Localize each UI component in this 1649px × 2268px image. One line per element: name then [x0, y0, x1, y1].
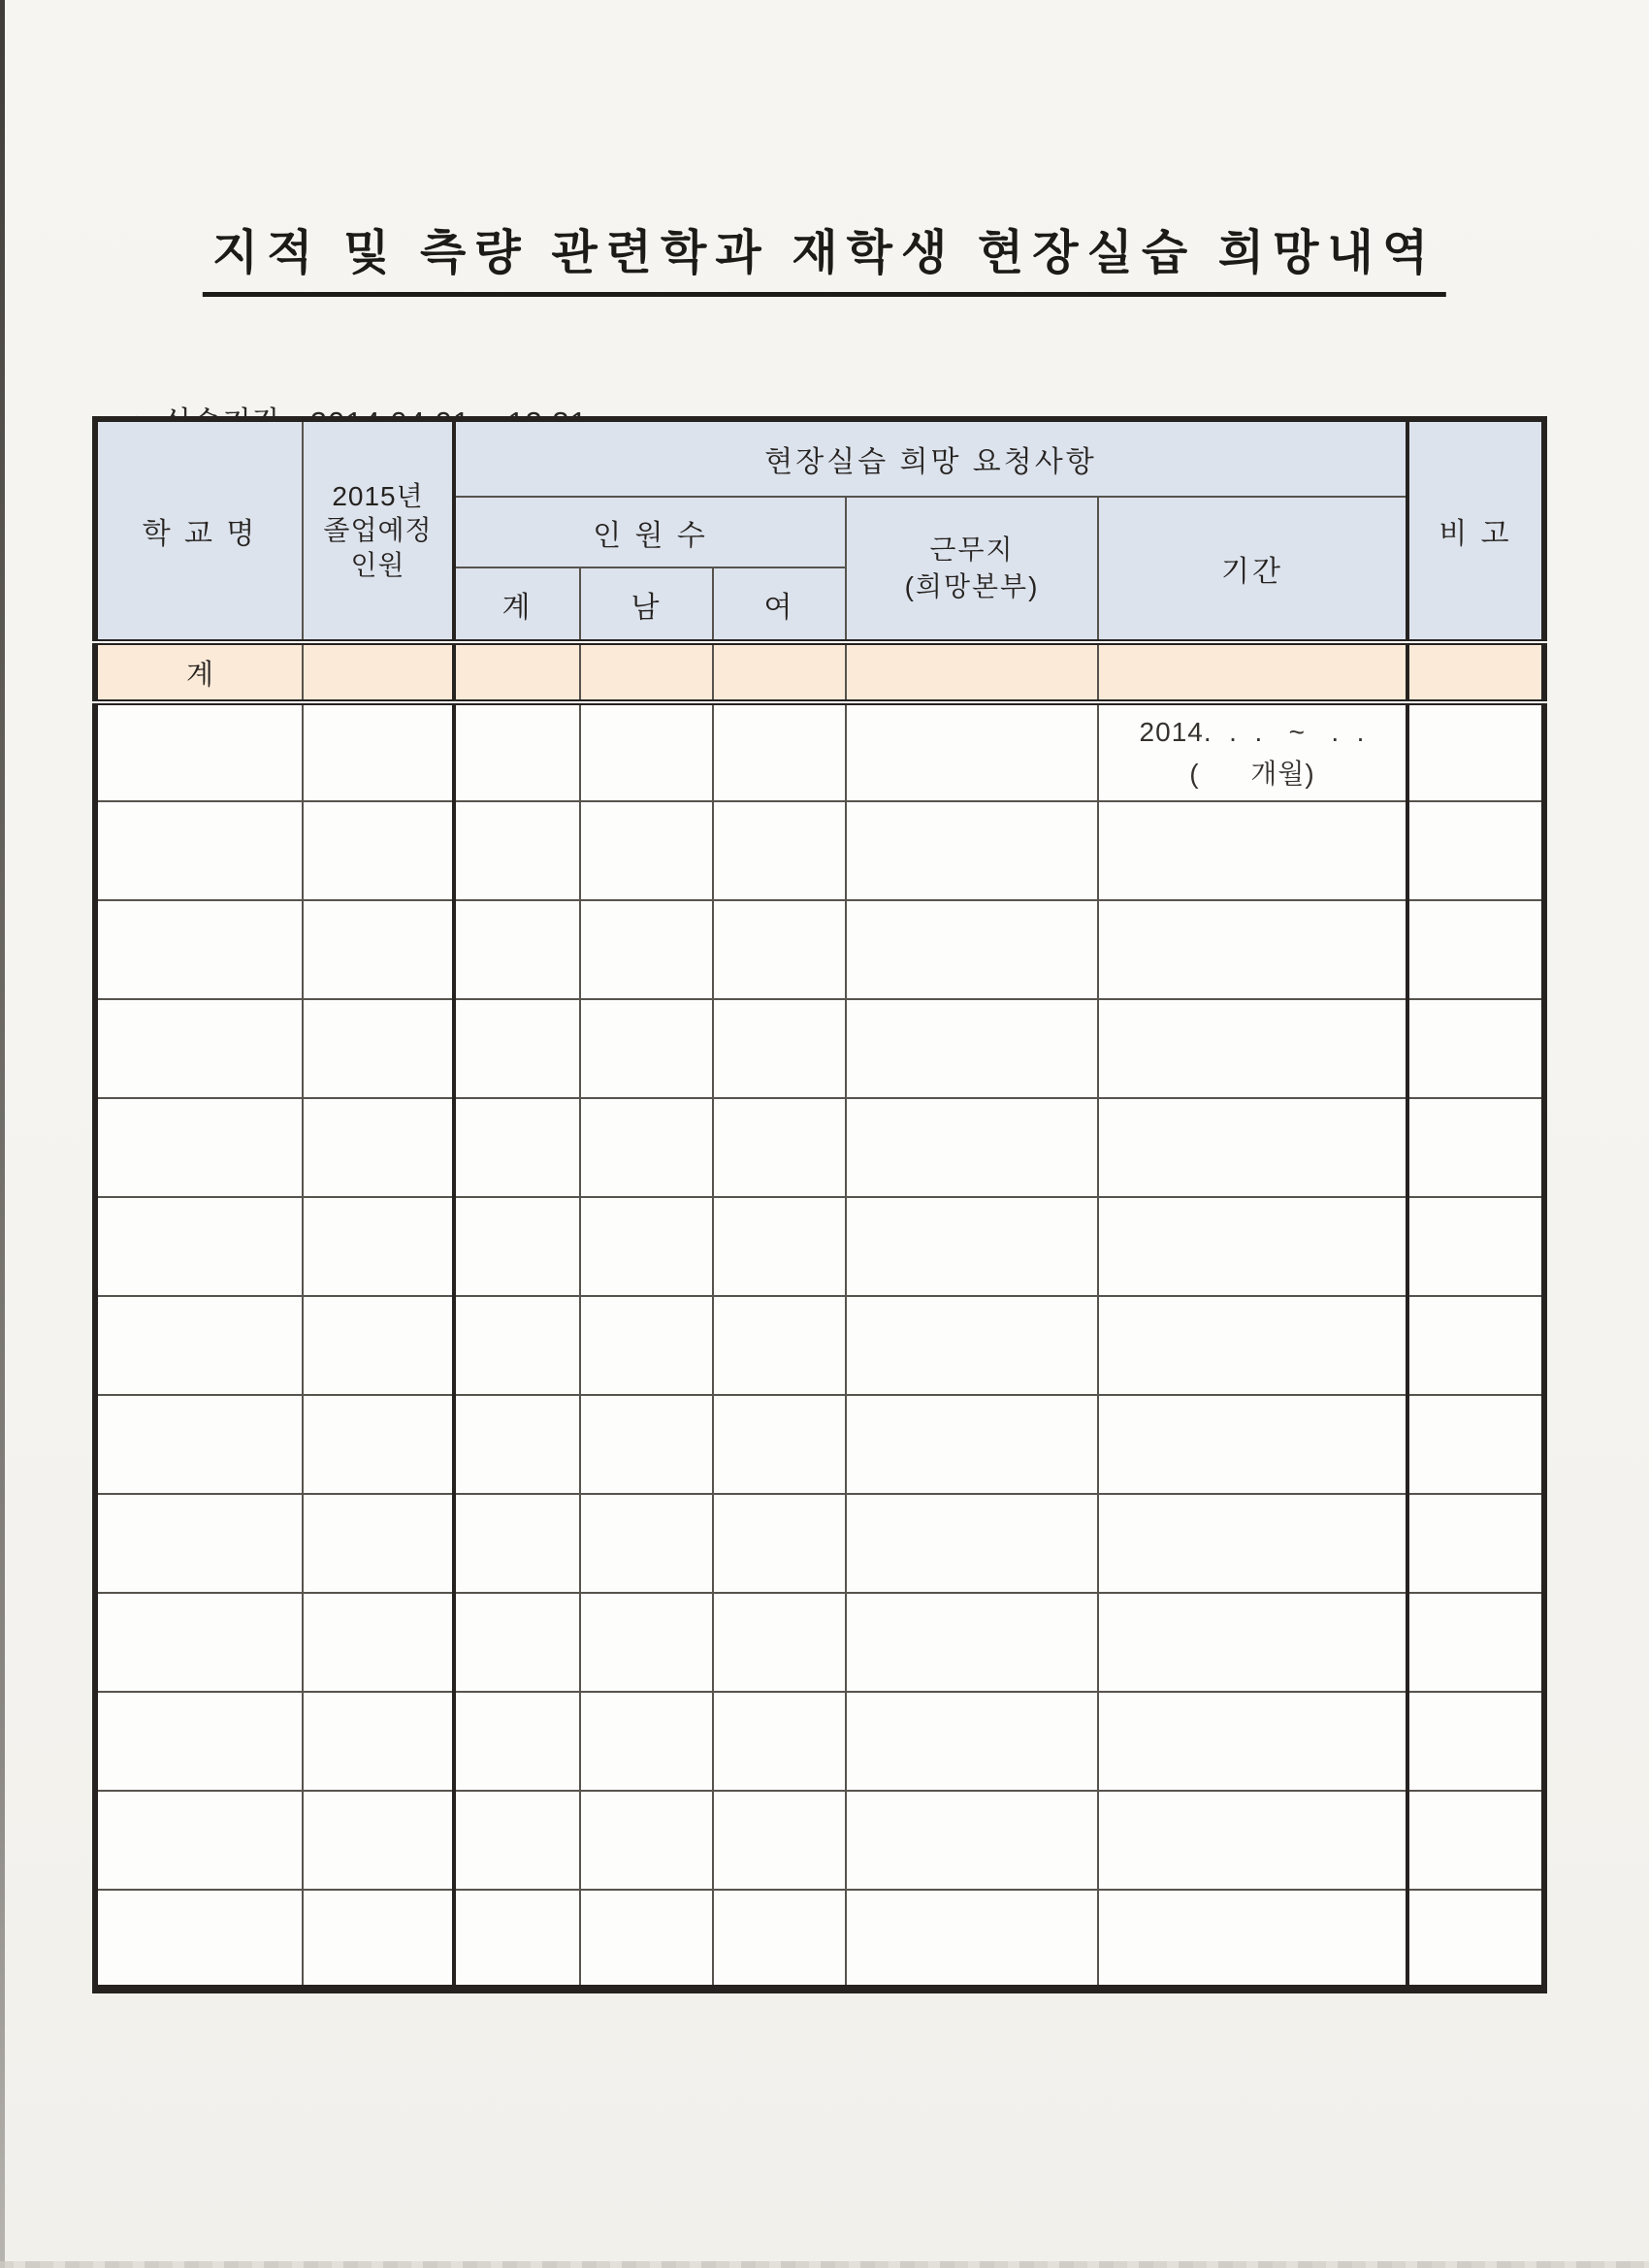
- table-cell: [303, 801, 454, 900]
- table-cell: [846, 702, 1098, 801]
- table-cell: [1407, 1692, 1544, 1791]
- table-row: [95, 1890, 1544, 1989]
- table-cell: [95, 1395, 303, 1494]
- table-row: [95, 999, 1544, 1098]
- table-cell: [1407, 801, 1544, 900]
- table-cell: [846, 900, 1098, 999]
- total-row-cell: [1407, 642, 1544, 702]
- table-cell: [580, 1593, 713, 1692]
- table-cell: [1098, 1791, 1407, 1890]
- col-header-female: 여: [713, 567, 846, 642]
- table-cell: [713, 1494, 846, 1593]
- total-row-cell: [303, 642, 454, 702]
- total-row-cell: [713, 642, 846, 702]
- table-row: [95, 1395, 1544, 1494]
- table-cell: [1407, 999, 1544, 1098]
- table-cell: [303, 1197, 454, 1296]
- table-cell: [580, 1890, 713, 1989]
- table-cell: [95, 1494, 303, 1593]
- period-template-cell: [1098, 702, 1407, 801]
- col-header-remarks: 비 고: [1407, 419, 1544, 642]
- col-header-grad-2015: [303, 419, 454, 642]
- table-cell: [846, 999, 1098, 1098]
- table-cell: [846, 801, 1098, 900]
- table-row: [95, 900, 1544, 999]
- table-cell: [580, 1791, 713, 1890]
- table-row: [95, 801, 1544, 900]
- period-template-line2: ( 개월): [1189, 759, 1315, 789]
- table-cell: [454, 900, 580, 999]
- table-cell: [580, 1098, 713, 1197]
- table-cell: [1407, 702, 1544, 801]
- table-cell: [95, 1890, 303, 1989]
- table-cell: [713, 1890, 846, 1989]
- table-cell: [1098, 1593, 1407, 1692]
- table-cell: [303, 1296, 454, 1395]
- table-row: [95, 1593, 1544, 1692]
- table-cell: [713, 999, 846, 1098]
- table-cell: [580, 900, 713, 999]
- table-cell: [1098, 1197, 1407, 1296]
- table-cell: [303, 1791, 454, 1890]
- table-cell: [580, 1296, 713, 1395]
- table-cell: [713, 1197, 846, 1296]
- scan-edge-bottom: [0, 2261, 1649, 2268]
- table-cell: [454, 801, 580, 900]
- col-header-request-group: 현장실습 희망 요청사항: [454, 419, 1407, 497]
- table-cell: [580, 1494, 713, 1593]
- table-cell: [846, 1890, 1098, 1989]
- table-cell: [95, 1692, 303, 1791]
- col-header-male: 남: [580, 567, 713, 642]
- workplace-line1: 근무지: [929, 535, 1015, 566]
- table-row: [95, 1098, 1544, 1197]
- table-cell: [846, 1692, 1098, 1791]
- period-template-line1: 2014. . . ~ . .: [1139, 716, 1366, 747]
- table-cell: [846, 1098, 1098, 1197]
- table-cell: [1407, 1296, 1544, 1395]
- total-row-cell: [846, 642, 1098, 702]
- table-cell: [454, 1395, 580, 1494]
- table-cell: [1407, 1395, 1544, 1494]
- table-cell: [95, 1593, 303, 1692]
- table-cell: [1098, 999, 1407, 1098]
- table-cell: [303, 1890, 454, 1989]
- table-cell: [846, 1494, 1098, 1593]
- table-cell: [303, 702, 454, 801]
- practice-request-table: [92, 416, 1547, 1993]
- table-cell: [1407, 1890, 1544, 1989]
- table-cell: [1407, 900, 1544, 999]
- table-cell: [580, 1692, 713, 1791]
- table-row: [95, 1692, 1544, 1791]
- table-cell: [1407, 1197, 1544, 1296]
- table-cell: [713, 801, 846, 900]
- table-cell: [1098, 801, 1407, 900]
- table-cell: [1098, 900, 1407, 999]
- table-cell: [846, 1791, 1098, 1890]
- table-cell: [1407, 1791, 1544, 1890]
- table-row: [95, 1296, 1544, 1395]
- total-row-cell: [580, 642, 713, 702]
- table-cell: [580, 1197, 713, 1296]
- table-cell: [454, 1494, 580, 1593]
- table-cell: [454, 1098, 580, 1197]
- table-cell: [454, 1791, 580, 1890]
- col-header-workplace: [846, 497, 1098, 642]
- table-cell: [1098, 1494, 1407, 1593]
- table-cell: [303, 1494, 454, 1593]
- table-cell: [95, 1296, 303, 1395]
- table-cell: [713, 1296, 846, 1395]
- table-cell: [303, 1593, 454, 1692]
- table-cell: [454, 1593, 580, 1692]
- table-cell: [303, 900, 454, 999]
- table-cell: [580, 801, 713, 900]
- grad-2015-line3: 인원: [350, 549, 405, 580]
- table-cell: [713, 1791, 846, 1890]
- table-cell: [713, 1593, 846, 1692]
- table-cell: [454, 1692, 580, 1791]
- table-cell: [713, 900, 846, 999]
- table-cell: [846, 1296, 1098, 1395]
- table-cell: [713, 702, 846, 801]
- table-cell: [303, 1098, 454, 1197]
- table-row: [95, 1791, 1544, 1890]
- table-cell: [1098, 1296, 1407, 1395]
- table-cell: [454, 999, 580, 1098]
- table-cell: [846, 1593, 1098, 1692]
- table-row: [95, 1494, 1544, 1593]
- col-header-headcount-group: 인 원 수: [454, 497, 846, 567]
- table-cell: [713, 1692, 846, 1791]
- table-cell: [1098, 1890, 1407, 1989]
- table-cell: [454, 1197, 580, 1296]
- table-row: [95, 702, 1544, 801]
- table-cell: [95, 702, 303, 801]
- table-cell: [95, 900, 303, 999]
- table-cell: [454, 1890, 580, 1989]
- table-cell: [95, 1098, 303, 1197]
- table-cell: [303, 1692, 454, 1791]
- table-cell: [95, 801, 303, 900]
- page-title: 지적 및 측량 관련학과 재학생 현장실습 희망내역: [203, 215, 1446, 297]
- table-cell: [713, 1098, 846, 1197]
- workplace-line2: (희망본부): [904, 571, 1040, 601]
- table-cell: [580, 702, 713, 801]
- table-cell: [1098, 1098, 1407, 1197]
- total-row-label: 계: [95, 642, 303, 702]
- table-body: [95, 642, 1544, 1989]
- table-cell: [1407, 1593, 1544, 1692]
- table-cell: [454, 1296, 580, 1395]
- table-cell: [454, 702, 580, 801]
- table-cell: [1098, 1395, 1407, 1494]
- table-cell: [713, 1395, 846, 1494]
- scan-edge-left: [0, 0, 5, 2268]
- total-row: [95, 642, 1544, 702]
- table-cell: [95, 1197, 303, 1296]
- table-cell: [1407, 1494, 1544, 1593]
- col-header-period: 기간: [1098, 497, 1407, 642]
- total-row-cell: [1098, 642, 1407, 702]
- table-cell: [846, 1395, 1098, 1494]
- table-cell: [303, 999, 454, 1098]
- table-cell: [1407, 1098, 1544, 1197]
- table-cell: [95, 1791, 303, 1890]
- table-cell: [580, 1395, 713, 1494]
- table-cell: [846, 1197, 1098, 1296]
- col-header-school-name: 학 교 명: [95, 419, 303, 642]
- total-row-cell: [454, 642, 580, 702]
- col-header-total: 계: [454, 567, 580, 642]
- table-row: [95, 1197, 1544, 1296]
- table-cell: [1098, 1692, 1407, 1791]
- table-cell: [580, 999, 713, 1098]
- table-cell: [303, 1395, 454, 1494]
- grad-2015-line2: 졸업예정: [323, 515, 433, 546]
- table-cell: [95, 999, 303, 1098]
- grad-2015-line1: 2015년: [332, 481, 424, 512]
